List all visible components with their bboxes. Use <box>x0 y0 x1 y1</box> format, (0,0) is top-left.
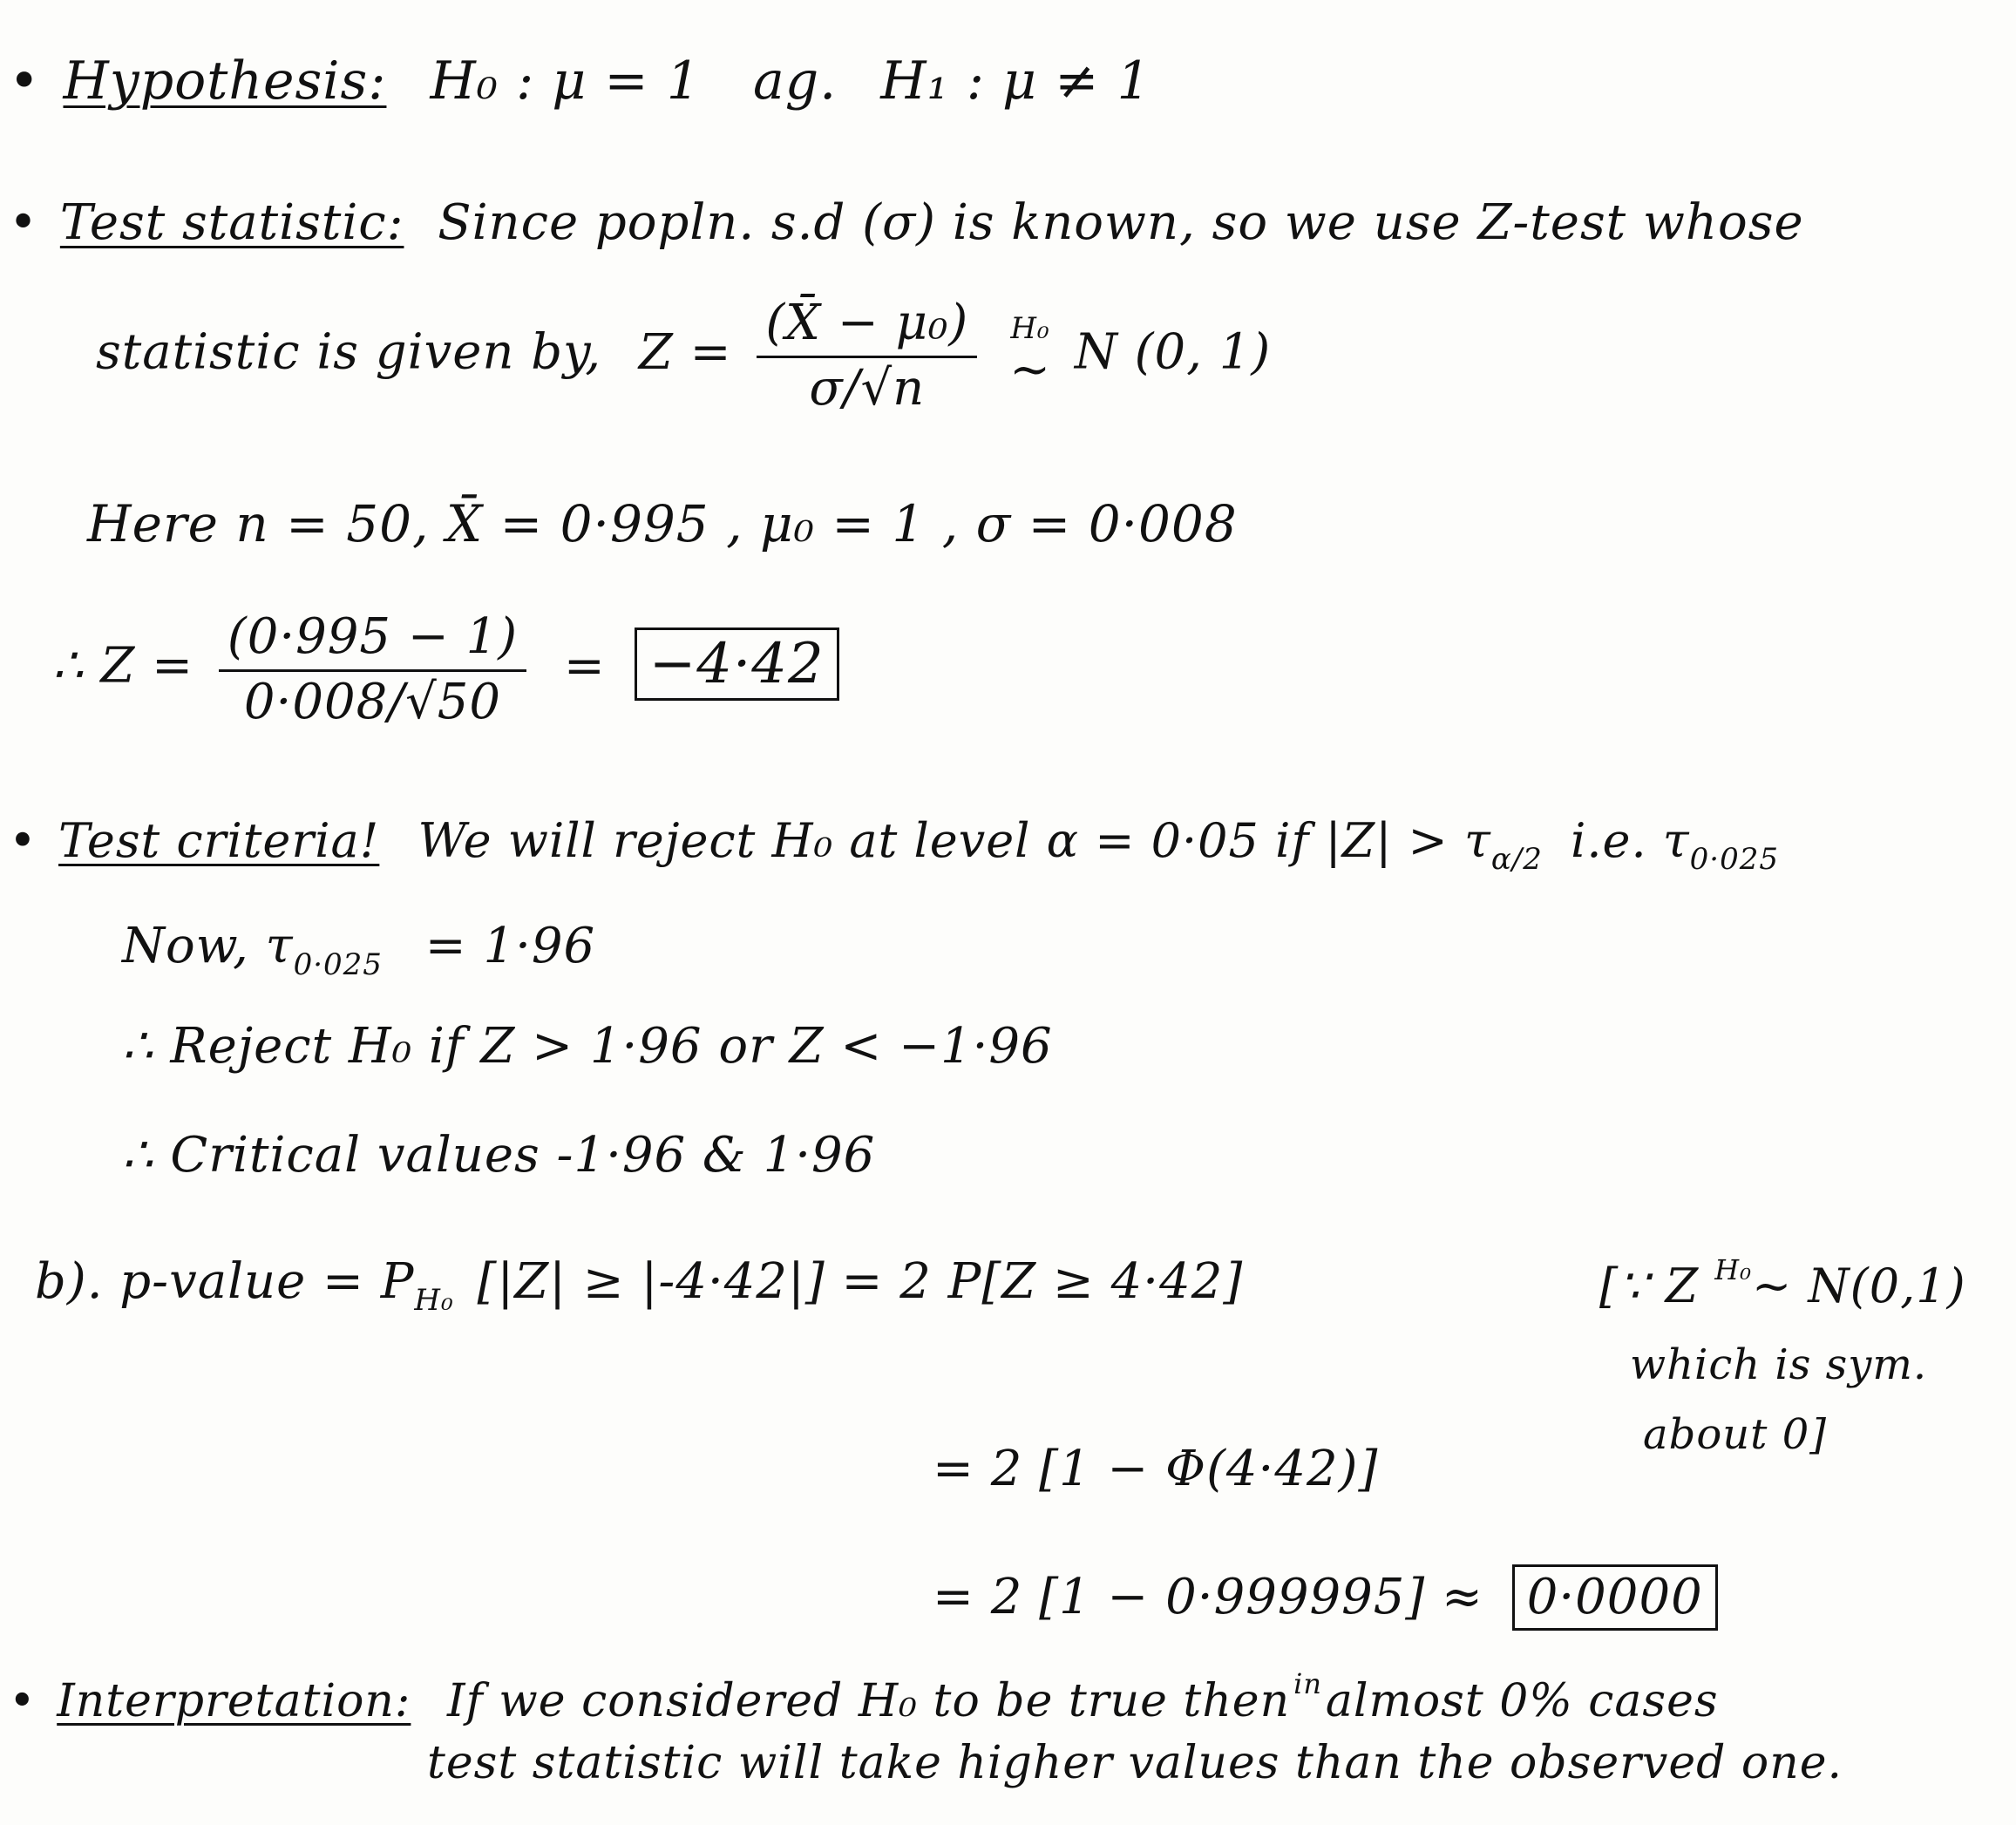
pvalue-note-dist: ~ N(0,1) <box>1752 1259 1966 1313</box>
interpretation-text-1b: almost 0% cases <box>1325 1675 1719 1727</box>
ie-subscript: 0·025 <box>1689 842 1780 877</box>
z-calc-denominator: 0·008/√50 <box>243 673 502 730</box>
alternative-hypothesis: H₁ : μ ≠ 1 <box>880 51 1151 112</box>
test-criteria-text: We will reject H₀ at level α = 0·05 if |Z| > τ <box>417 813 1491 868</box>
reject-rule-line <box>122 1020 1053 1074</box>
test-statistic-label: Test statistic: <box>59 194 404 251</box>
pvalue-note-about: about 0] <box>1643 1410 1827 1459</box>
interpretation-line-1 <box>9 1669 1719 1727</box>
z-calc-fraction <box>219 610 526 729</box>
z-equals: Z = <box>638 323 732 381</box>
distributed-under-h0 <box>1009 311 1051 399</box>
ie-text: i.e. τ <box>1571 813 1690 868</box>
given-values: Here n = 50, X̄ = 0·995 , μ₀ = 1 , σ = 0·008 <box>87 494 1238 553</box>
pvalue-subscript: H₀ <box>414 1283 454 1318</box>
test-criteria-line <box>9 815 1779 876</box>
pvalue-line-2 <box>933 1442 1378 1496</box>
pvalue-note-2 <box>1630 1342 1927 1388</box>
interpretation-label: Interpretation: <box>57 1675 411 1727</box>
test-statistic-text: Since popln. s.d (σ) is known, so we use Z-test whose <box>438 194 1804 251</box>
null-hypothesis: H₀ : μ = 1 <box>430 51 701 112</box>
hypothesis-label: Hypothesis: <box>63 51 387 112</box>
pvalue-note-1 <box>1599 1255 1966 1312</box>
test-statistic-line-2 <box>96 296 1271 415</box>
pvalue-line-1 <box>35 1255 1243 1317</box>
statistic-given-text: statistic is given by, <box>96 323 602 381</box>
reject-rule: ∴ Reject H₀ if Z > 1·96 or Z < −1·96 <box>122 1018 1053 1075</box>
z-formula-fraction <box>757 296 977 415</box>
pvalue-note-over: H₀ <box>1714 1253 1753 1286</box>
z-calc-equals: = <box>563 637 606 695</box>
tilde-symbol: ~ <box>1009 342 1051 399</box>
now-tau: Now, τ <box>122 918 294 974</box>
interpretation-insert: in <box>1293 1667 1322 1700</box>
pvalue-phi-step: = 2 [1 − Φ(4·42)] <box>933 1441 1379 1497</box>
z-calc-prefix: ∴ Z = <box>52 637 194 695</box>
critical-values: ∴ Critical values -1·96 & 1·96 <box>122 1127 876 1184</box>
interpretation-text-2: test statistic will take higher values than the observed one. <box>427 1737 1843 1789</box>
pvalue-numeric-step: = 2 [1 − 0·999995] ≈ <box>933 1569 1483 1625</box>
interpretation-line-2 <box>427 1739 1843 1788</box>
bullet: • <box>9 813 37 868</box>
pvalue-note-symmetric: which is sym. <box>1630 1340 1928 1389</box>
given-values-line <box>87 494 1238 553</box>
tau-subscript: α/2 <box>1490 842 1543 877</box>
pvalue-label: b). p-value = P <box>35 1253 415 1310</box>
now-tau-subscript: 0·025 <box>293 947 383 982</box>
pvalue-expression: [|Z| ≥ |-4·42|] = 2 P[Z ≥ 4·42] <box>477 1253 1244 1310</box>
critical-values-line <box>122 1129 875 1183</box>
interpretation-text-1: If we considered H₀ to be true then <box>446 1675 1291 1727</box>
standard-normal: N (0, 1) <box>1074 323 1272 381</box>
pvalue-line-3 <box>933 1564 1718 1631</box>
test-statistic-line-1 <box>9 196 1804 250</box>
now-tau-value: = 1·96 <box>424 918 596 974</box>
test-criteria-label: Test criteria! <box>58 813 380 868</box>
bullet: • <box>9 194 39 251</box>
pvalue-result-boxed: 0·0000 <box>1512 1564 1718 1631</box>
hypothesis-line <box>9 52 1151 110</box>
critical-tau-line <box>122 919 595 981</box>
pvalue-note-3 <box>1643 1412 1827 1458</box>
against-text: ag. <box>752 51 838 112</box>
z-calc-numerator: (0·995 − 1) <box>219 610 526 672</box>
z-formula-denominator: σ/√n <box>809 359 926 417</box>
tilde-annotation: H₀ <box>1010 311 1050 347</box>
z-calculation-line <box>52 610 839 729</box>
z-value-boxed: −4·42 <box>635 628 839 701</box>
bullet: • <box>9 51 41 112</box>
bullet: • <box>9 1675 37 1727</box>
pvalue-note-prefix: [∵ Z <box>1599 1259 1715 1313</box>
z-formula-numerator: (X̄ − μ₀) <box>757 296 977 358</box>
